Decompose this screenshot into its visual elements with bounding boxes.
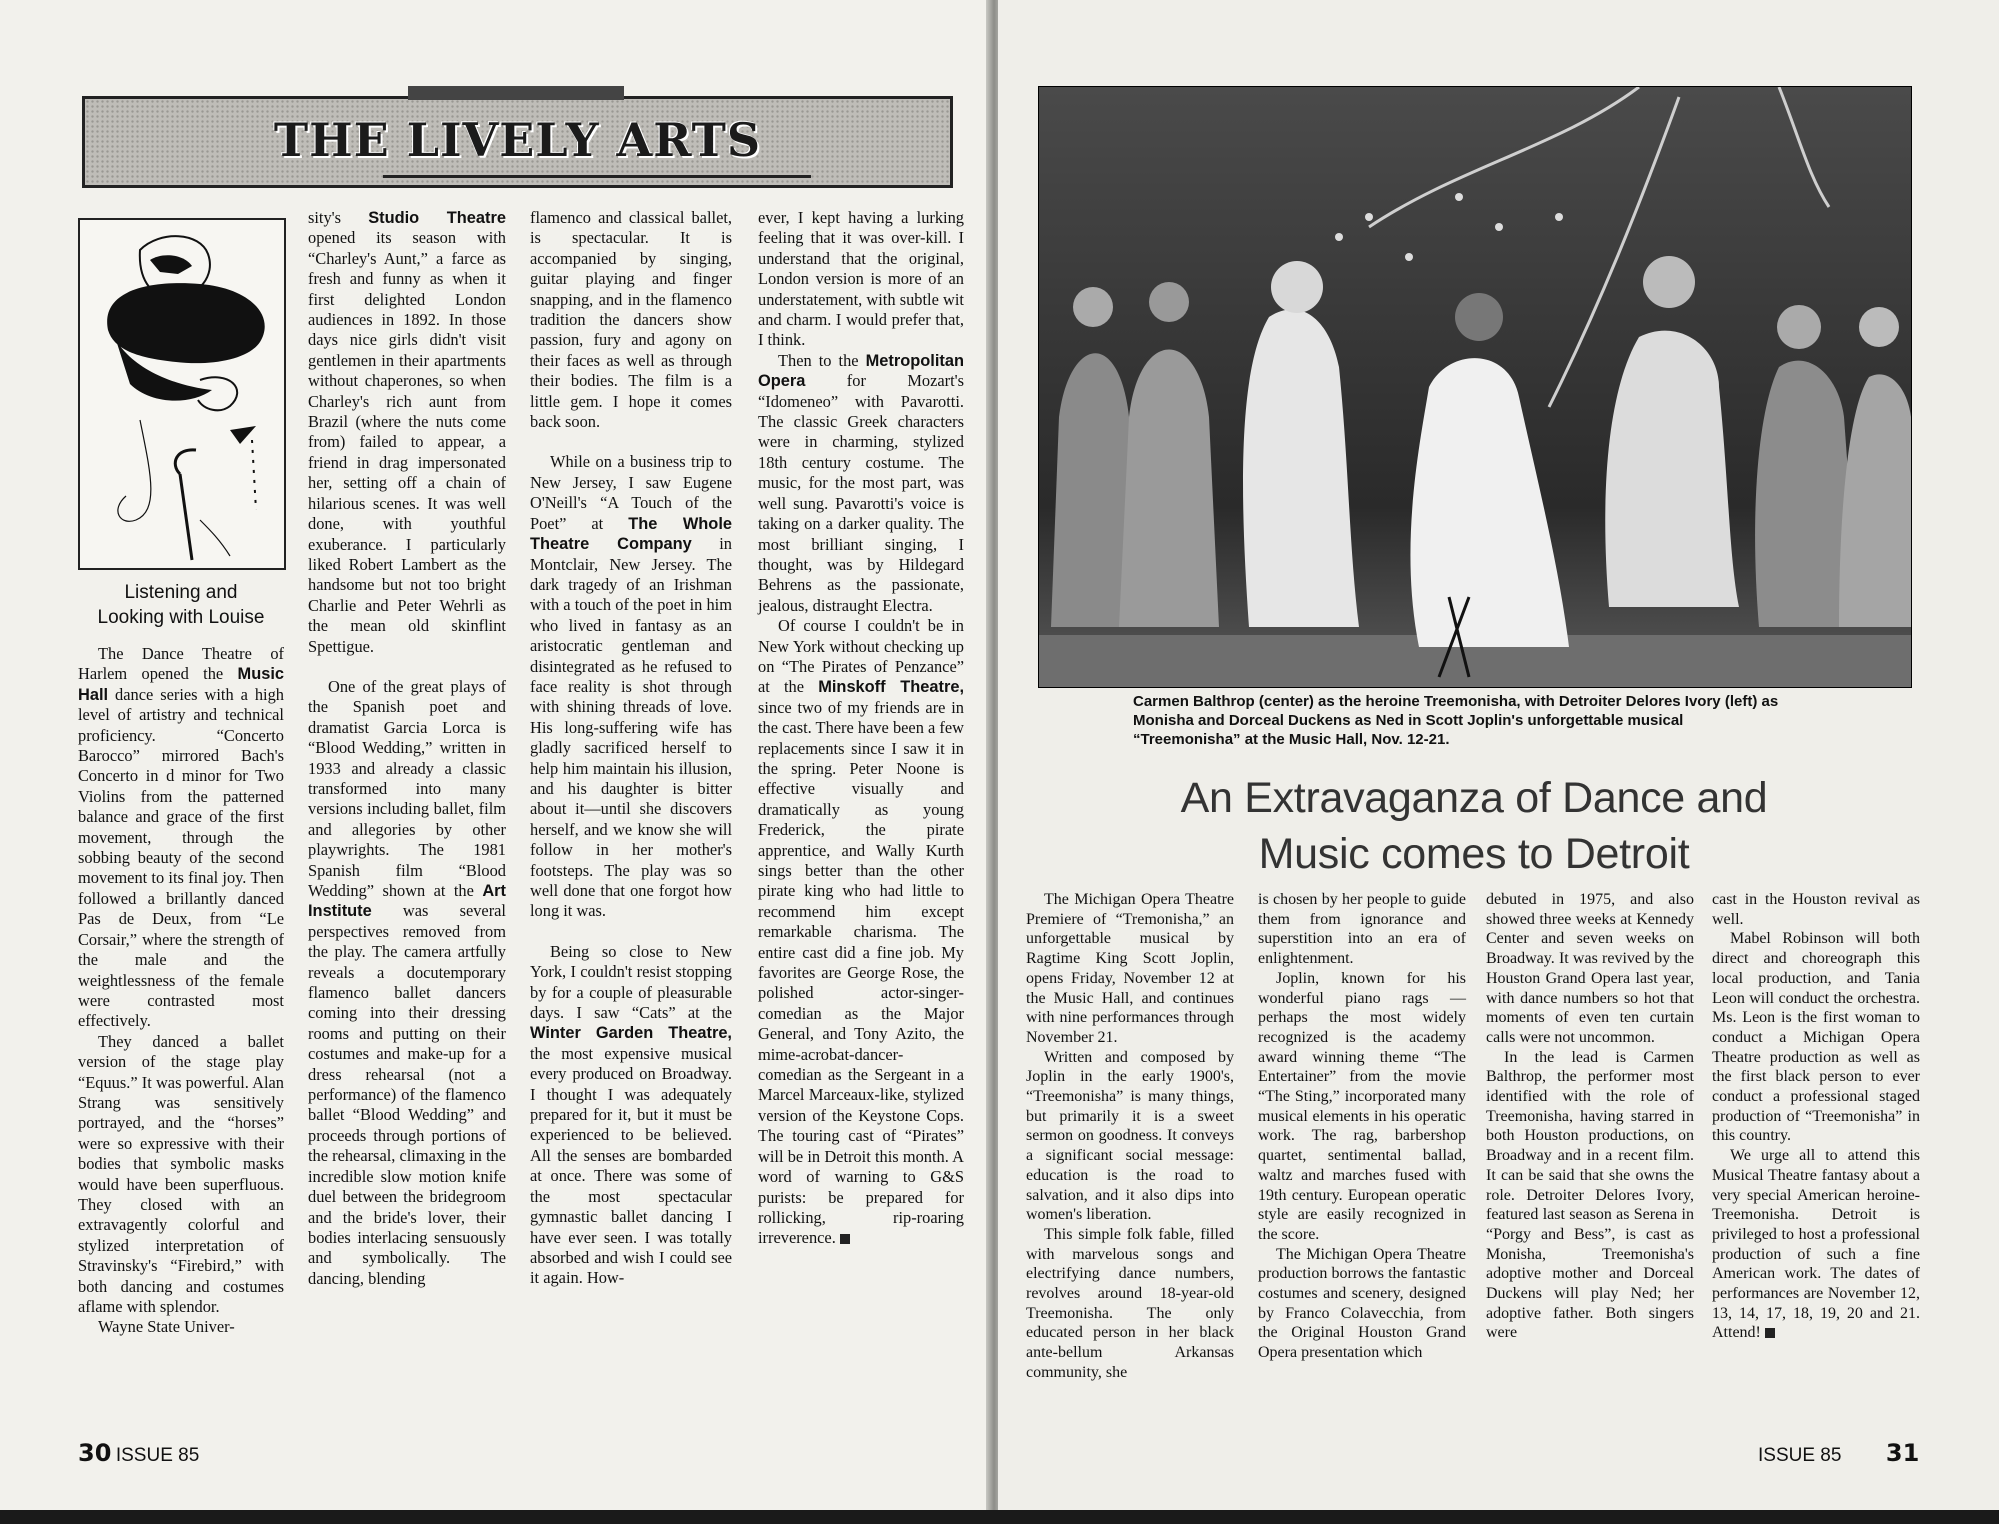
article-column-2 bbox=[1258, 890, 1466, 1363]
page-number: 30 bbox=[78, 1439, 112, 1467]
photo-caption: Carmen Balthrop (center) as the heroine Treemonisha, with Detroiter Delores Ivory (left) as Monisha and Dorceal Duckens as Ned in Scott Joplin's unforgettable musical “Treemonisha” at the Music Hall, Nov. 12-21. bbox=[1133, 693, 1779, 748]
article-column-2 bbox=[308, 208, 506, 1289]
paragraph: is chosen by her people to guide them from ignorance and superstition into an era of enlightenment. bbox=[1258, 891, 1466, 968]
page-number: 31 bbox=[1885, 1439, 1920, 1467]
paragraph: Being so close to New York, I couldn't resist stopping by for a couple of pleasurable days. I saw “Cats” at the Winter Garden Theatre, the most expensive musical every produced on Broadway. I thought I was adequately prepared for it, but it must be experienced to be believed. All the senses are bombarded at once. There was some of the most spectacular gymnastic ballet dancing I have ever seen. I was totally absorbed and wish I could see it again. How- bbox=[530, 941, 732, 1288]
theatre-scene-image bbox=[1039, 87, 1911, 687]
article-column-4 bbox=[758, 208, 964, 1249]
left-page bbox=[0, 0, 990, 1515]
article-column-3 bbox=[530, 208, 732, 1289]
column-title: Listening and Looking with Louise bbox=[97, 582, 265, 628]
paragraph: The Michigan Opera Theatre Premiere of “Tremonisha,” an unforgettable musical by Ragtime King Scott Joplin, opens Friday, November 12 at the Music Hall, and continues with nine performances through November 21. bbox=[1026, 891, 1234, 1046]
banner-underline bbox=[383, 175, 811, 178]
issue-label: ISSUE 85 bbox=[1758, 1445, 1842, 1466]
woman-with-hat-drawing bbox=[80, 220, 284, 568]
paragraph: flamenco and classical ballet, is spectacular. It is accompanied by singing, guitar playing and finger snapping, and in the flamenco tradition the dancers show passion, fury and agony on their faces as well as through their bodies. The film is a little gem. I hope it comes back soon. bbox=[530, 208, 732, 432]
page-folio-right bbox=[1758, 1439, 1919, 1467]
section-banner bbox=[82, 96, 953, 188]
section-title: THE LIVELY ARTS bbox=[273, 113, 762, 167]
paragraph: sity's Studio Theatre opened its season with “Charley's Aunt,” a farce as fresh and funny as when it first delighted London audiences in 1892. In those days nice girls didn't visit gentlemen in their apartments without chaperones, so when Charley's rich aunt from Brazil (where the nuts come from) failed to appear, a friend in drag impersonated her, setting off a chain of hilarious scenes. It was well done, with youthful exuberance. I particularly liked Robert Lambert as the handsome but not too bright Charlie and Peter Wehrli as the mean old skinflint Spettigue. bbox=[308, 208, 506, 656]
stage-photo bbox=[1038, 86, 1912, 688]
paragraph: Then to the Metropolitan Opera for Mozart's “Idomeneo” with Pavarotti. The classic Greek characters were in charming, stylized 18th century costume. The music, for the most part, was well sung. Pavarotti's voice is taking on a darker quality. The most brilliant singing, I thought, was by Hildegard Behrens as the passionate, jealous, distraught Electra. bbox=[758, 350, 964, 615]
article-column-4 bbox=[1712, 890, 1920, 1343]
right-page bbox=[998, 0, 1999, 1515]
article-column-3 bbox=[1486, 890, 1694, 1343]
paragraph: The Michigan Opera Theatre production borrows the fantastic costumes and scenery, designed by Franco Colavecchia, from the Original Houston Grand Opera presentation which bbox=[1258, 1245, 1466, 1362]
scan-edge bbox=[0, 1510, 1999, 1524]
paragraph: While on a business trip to New Jersey, I saw Eugene O'Neill's “A Touch of the Poet” at The Whole Theatre Company in Montclair, New Jersey. The dark tragedy of an Irishman with a touch of the poet in him who lived in fantasy as an aristocratic gentleman and disintegrated as he refused to face reality is shot through with shining threads of love. His long-suffering wife has gladly sacrificed herself to help him maintain his illusion, and his daughter is bitter about it—until she discovers herself, and we know she will follow in her mother's footsteps. The play was so well done that one forgot how long it was. bbox=[530, 452, 732, 921]
paragraph: One of the great plays of the Spanish poet and dramatist Garcia Lorca is “Blood Wedding,” written in 1933 and already a classic transformed into many versions including ballet, film and allegories by other playwrights. The 1981 Spanish film “Blood Wedding” shown at the Art Institute was several perspectives removed from the play. The camera artfully reveals a docutemporary flamenco ballet dancers coming into their dressing rooms and putting on their costumes and make-up for a dress rehearsal (not a performance) of the flamenco ballet “Blood Wedding” and proceeds through portions of the rehearsal, climaxing in the incredible slow motion knife duel between the bridegroom and the bride's lover, their bodies interlacing sensuously and symbolically. The dancing, blending bbox=[308, 676, 506, 1288]
paragraph: We urge all to attend this Musical Theatre fantasy about a very special American heroine-Treemonisha. Detroit is privileged to host a professional production of such a fine American work. The dates of performances are November 12, 13, 14, 17, 18, 19, 20 and 21. Attend! bbox=[1712, 1147, 1920, 1342]
paragraph: The Dance Theatre of Harlem opened the Music Hall dance series with a high level of artistry and technical proficiency. “Concerto Barocco” mirrored Bach's Concerto in d minor for Two Violins from the patterned balance and grace of the first movement, through the sobbing beauty of the second movement to its final joy. Then followed a brillantly danced Pas de Deux, from “Le Corsair,” where the strength of the male and the weightlessness of the female were contrasted most effectively. bbox=[78, 644, 284, 1031]
paragraph: Mabel Robinson will both direct and choreograph this local production, and Tania Leon will conduct the orchestra. Ms. Leon is the first woman to conduct a Michigan Opera Theatre production as well as the first black person to ever conduct a professional staged production of “Treemonisha” in this country. bbox=[1712, 930, 1920, 1145]
fashion-illustration bbox=[78, 218, 286, 570]
paragraph: Written and composed by Joplin in the early 1900's, “Treemonisha” is many things, but primarily it is a sweet sermon on goodness. It conveys a significant social message: education is the road to salvation, and it also dips into women's liberation. bbox=[1026, 1048, 1234, 1224]
banner-tab bbox=[408, 86, 624, 100]
paragraph: debuted in 1975, and also showed three weeks at Kennedy Center and seven weeks on Broadway. It was revived by the Houston Grand Opera last year, with dance numbers so hot that moments of even ten curtain calls were not uncommon. bbox=[1486, 891, 1694, 1046]
paragraph: They danced a ballet version of the stage play “Equus.” It was powerful. Alan Strang was sensitively portrayed, and the “horses” were so expressive with their bodies that symbolic masks would have been superfluous. They closed with an extravagently colorful and stylized interpretation of Stravinsky's “Firebird,” with both dancing and costumes aflame with splendor. bbox=[78, 1031, 284, 1316]
paragraph: This simple folk fable, filled with marvelous songs and electrifying dance numbers, revolves around 18-year-old Treemonisha. The only educated person in her black ante-bellum Arkansas community, she bbox=[1026, 1225, 1234, 1381]
paragraph: Joplin, known for his wonderful piano rags — perhaps the most widely recognized is the academy award winning theme “The Entertainer” from the movie “The Sting,” incorporated many musical elements in his operatic work. The rag, barbershop quartet, sentimental ballad, waltz and marches fused with 19th century. European operatic style are easily recognized in the score. bbox=[1258, 969, 1466, 1243]
paragraph: In the lead is Carmen Balthrop, the performer most identified with the role of Treemonisha, having starred in both Houston productions, on Broadway and in a recent film. It can be said that she owns the role. Detroiter Delores Ivory, featured last season as Serena in “Porgy and Bess”, is cast as Monisha, Treemonisha's adoptive mother and Dorceal Duckens will play Ned; her adoptive father. Both singers were bbox=[1486, 1048, 1694, 1342]
end-mark-icon bbox=[840, 1234, 850, 1244]
paragraph: Of course I couldn't be in New York without checking up on “The Pirates of Penzance” at the Minskoff Theatre, since two of my friends are in the cast. There have been a few replacements since I saw it in the spring. Peter Noone is effective visually and dramatically as young Frederick, the pirate apprentice, and Wally Kurth sings better than the other pirate king who had little to recommend him except remarkable charisma. The entire cast did a fine job. My favorites are George Rose, the polished actor-singer-comedian as the Major General, and Tony Azito, the mime-acrobat-dancer-comedian as the Sergeant in a Marcel Marceaux-like, stylized version of the Keystone Cops. The touring cast of “Pirates” will be in Detroit this month. A word of warning to G&S purists: be prepared for rollicking, rip-roaring irreverence. bbox=[758, 616, 964, 1248]
page-folio-left bbox=[78, 1439, 199, 1467]
issue-label: ISSUE 85 bbox=[115, 1445, 200, 1466]
end-mark-icon bbox=[1765, 1328, 1775, 1338]
article-headline: An Extravaganza of Dance and Music comes to Detroit bbox=[1180, 774, 1768, 878]
paragraph: ever, I kept having a lurking feeling that it was over-kill. I understand that the original, London version is more of an understatement, with subtle wit and charm. I would prefer that, I think. bbox=[758, 208, 964, 350]
paragraph: Wayne State Univer- bbox=[98, 1317, 235, 1337]
article-column-1 bbox=[1026, 890, 1234, 1383]
paragraph: cast in the Houston revival as well. bbox=[1712, 891, 1920, 928]
article-column-1 bbox=[78, 644, 284, 1338]
